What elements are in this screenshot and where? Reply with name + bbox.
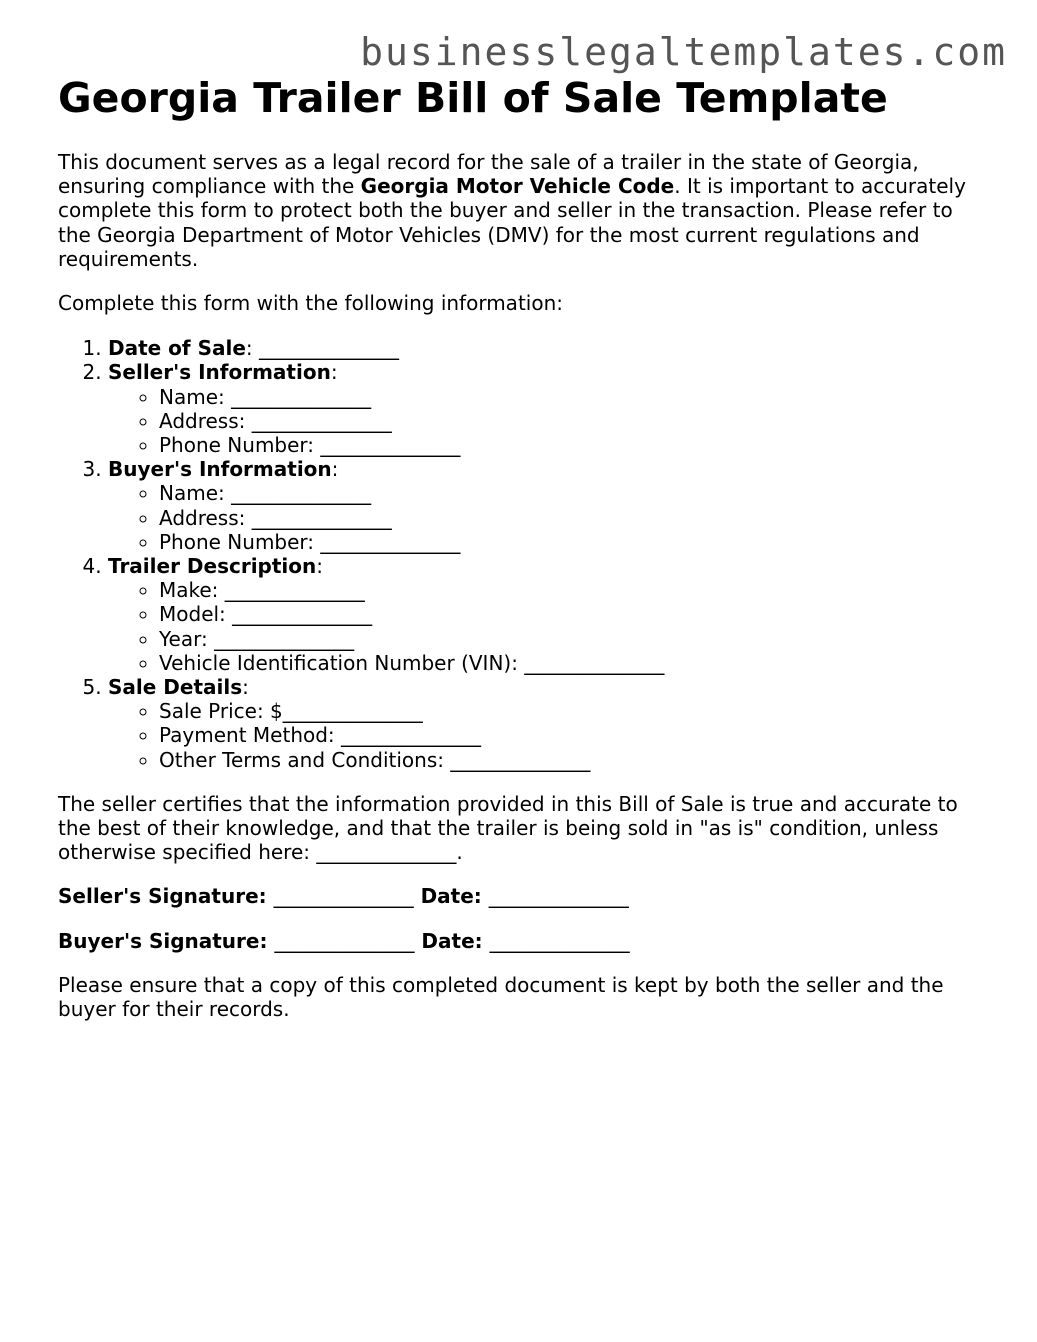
seller-info-label: Seller's Information xyxy=(108,360,331,385)
seller-address-field[interactable]: ◦ Address: ______________ xyxy=(159,409,988,433)
section-sale-details xyxy=(108,675,988,772)
seller-signature-label: Seller's Signature: xyxy=(58,884,267,909)
trailer-description-colon: : xyxy=(316,554,324,579)
section-date-of-sale xyxy=(108,336,988,360)
buyer-date-label: Date: xyxy=(421,928,483,953)
trailer-description-label: Trailer Description xyxy=(108,554,317,579)
watermark: businesslegaltemplates.com xyxy=(360,30,1007,74)
form-sections xyxy=(58,336,988,772)
buyer-signature-row xyxy=(58,929,988,953)
document-page xyxy=(58,72,988,1021)
buyer-date-blank[interactable]: ______________ xyxy=(489,928,630,953)
seller-date-blank[interactable]: ______________ xyxy=(488,884,629,909)
seller-signature-row xyxy=(58,884,988,908)
other-terms-field[interactable]: ◦ Other Terms and Conditions: ______________ xyxy=(159,748,988,772)
trailer-make-field[interactable]: ◦ Make: ______________ xyxy=(159,578,988,602)
intro-text-after: . It is important to accurately complete this form to protect both the buyer and seller in the transaction. Please refer to the Georgia Department of Motor Vehicles (DMV) for the most current regulations and requirements. xyxy=(58,174,966,271)
buyer-fields xyxy=(108,481,988,554)
seller-certification: The seller certifies that the information provided in this Bill of Sale is true and accurate to the best of their knowledge, and that the trailer is being sold in "as is" condition, unless otherwise specified here: ______________. xyxy=(58,791,958,865)
date-of-sale-blank[interactable]: : ______________ xyxy=(245,336,400,361)
date-of-sale-label: Date of Sale xyxy=(108,336,246,361)
buyer-info-label: Buyer's Information xyxy=(108,457,332,482)
intro-text-before: This document serves as a legal record for the sale of a trailer in the state of Georgia, ensuring compliance with the xyxy=(58,150,919,199)
buyer-signature-label: Buyer's Signature: xyxy=(58,928,268,953)
motor-vehicle-code: Georgia Motor Vehicle Code xyxy=(360,174,675,199)
buyer-name-field[interactable]: ◦ Name: ______________ xyxy=(159,481,988,505)
intro-paragraph xyxy=(58,150,988,271)
section-seller-info xyxy=(108,360,988,457)
seller-info-colon: : xyxy=(330,360,338,385)
sale-fields xyxy=(108,699,988,772)
trailer-vin-field[interactable]: ◦ Vehicle Identification Number (VIN): ______________ xyxy=(159,651,988,675)
seller-phone-field[interactable]: ◦ Phone Number: ______________ xyxy=(159,433,988,457)
payment-method-field[interactable]: ◦ Payment Method: ______________ xyxy=(159,723,988,747)
trailer-fields xyxy=(108,578,988,675)
buyer-signature-blank[interactable]: ______________ xyxy=(274,928,415,953)
sale-details-colon: : xyxy=(242,675,249,700)
trailer-model-field[interactable]: ◦ Model: ______________ xyxy=(159,602,988,626)
closing-note: Please ensure that a copy of this completed document is kept by both the seller and the buyer for their records. xyxy=(58,972,944,1022)
section-trailer-description xyxy=(108,554,988,675)
buyer-info-colon: : xyxy=(331,457,339,482)
seller-date-label: Date: xyxy=(420,884,482,909)
seller-name-field[interactable]: ◦ Name: ______________ xyxy=(159,385,988,409)
section-buyer-info xyxy=(108,457,988,554)
page-title: Georgia Trailer Bill of Sale Template xyxy=(58,74,888,122)
trailer-year-field[interactable]: ◦ Year: ______________ xyxy=(159,627,988,651)
buyer-address-field[interactable]: ◦ Address: ______________ xyxy=(159,506,988,530)
seller-fields xyxy=(108,385,988,458)
seller-signature-blank[interactable]: ______________ xyxy=(273,884,414,909)
buyer-phone-field[interactable]: ◦ Phone Number: ______________ xyxy=(159,530,988,554)
sale-price-field[interactable]: ◦ Sale Price: $______________ xyxy=(159,699,988,723)
form-instructions: Complete this form with the following information: xyxy=(58,291,563,316)
sale-details-label: Sale Details xyxy=(108,675,243,700)
